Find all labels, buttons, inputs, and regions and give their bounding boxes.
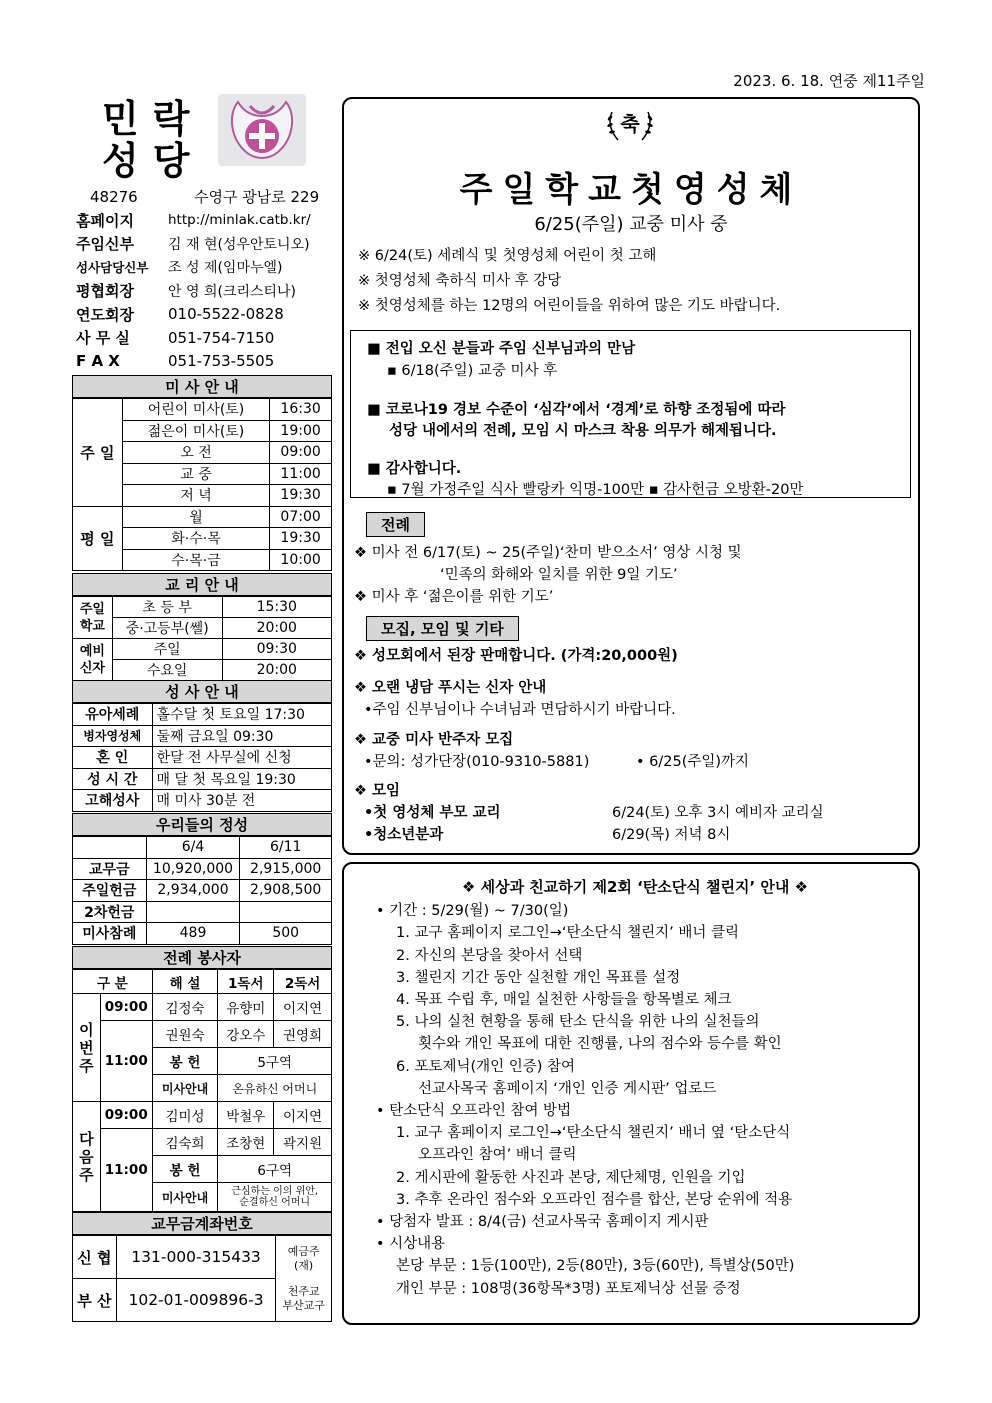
accounts-table — [72, 1235, 332, 1322]
parish-info — [76, 185, 332, 373]
mass-name: 저 녁 — [122, 485, 269, 507]
office-label: 사 무 실 — [76, 329, 130, 348]
gathering-item: ❖ 모임 — [354, 783, 401, 799]
meeting-time: 6/29(목) 저녁 8시 — [612, 827, 731, 843]
gathering-item: ❖ 교중 미사 반주자 모집 — [354, 732, 514, 748]
mass-time: 10:00 — [270, 549, 332, 571]
offering-name: 교무금 — [73, 858, 147, 880]
class-time: 15:30 — [222, 597, 331, 618]
server-name: 강오수 — [218, 1021, 274, 1048]
servers-table — [72, 969, 332, 1212]
offering-value: 489 — [146, 923, 240, 945]
yeondo-row — [76, 303, 332, 327]
server-name: 유향미 — [218, 994, 274, 1021]
announcement-item-cont: 성당 내에서의 전례, 모임 시 마스크 착용 의무가 해제됩니다. — [389, 423, 777, 439]
issue-date: 2023. 6. 18. 연중 제11주일 — [733, 72, 925, 90]
offering-value — [240, 901, 332, 923]
liturgy-item-cont: ‘민족의 화해와 일치를 위한 9일 기도’ — [440, 567, 678, 583]
challenge-line: 개인 부문 : 108명(36항목*3명) 포토제닉상 선물 증정 — [396, 1280, 741, 1297]
assistant-row — [76, 256, 332, 280]
mass-name: 월 — [122, 506, 269, 528]
mass-table — [72, 398, 332, 571]
class-name: 수요일 — [112, 660, 222, 681]
offertory-group: 6구역 — [218, 1156, 332, 1183]
servers-col-header: 1독서 — [218, 970, 274, 994]
council-name: 안 영 희(크리스티나) — [168, 283, 297, 300]
next-week-label: 다 음 주 — [73, 1102, 101, 1212]
class-name: 주일 — [112, 639, 222, 660]
challenge-line: 1. 교구 홈페이지 로그인→‘탄소단식 챌린지’ 배너 클릭 — [396, 925, 739, 942]
announcement-subitem: ▪ 7월 가정주일 식사 빨랑카 익명-100만 ▪ 감사헌금 오방환-20만 — [387, 482, 804, 498]
accounts-heading: 교무금계좌번호 — [72, 1212, 332, 1235]
pastor-label: 주임신부 — [76, 235, 134, 254]
bank-name: 부 산 — [73, 1279, 117, 1322]
council-label: 평협회장 — [76, 282, 134, 301]
mass-name: 젊은이 미사(토) — [122, 420, 269, 442]
sacrament-detail: 매 미사 30분 전 — [152, 790, 331, 812]
service-time: 09:00 — [100, 1102, 152, 1129]
meeting-name: •청소년분과 — [364, 827, 444, 843]
offering-value: 2,934,000 — [146, 880, 240, 902]
mass-time: 11:00 — [270, 463, 332, 485]
server-name: 김미성 — [152, 1102, 218, 1129]
account-number: 102-01-009896-3 — [116, 1279, 275, 1322]
challenge-section — [360, 876, 910, 1300]
account-holder-line: 천주교 — [287, 1284, 320, 1298]
mass-time: 19:30 — [270, 485, 332, 507]
meeting-name: •첫 영성체 부모 교리 — [364, 805, 501, 821]
challenge-line: 본당 부문 : 1등(100만), 2등(80만), 3등(60만), 특별상(50만) — [396, 1258, 795, 1275]
liturgy-tag: 전례 — [366, 512, 425, 537]
challenge-line: 3. 추후 온라인 점수와 오프라인 점수를 합산, 본당 순위에 적용 — [396, 1191, 793, 1208]
challenge-line: • 당첨자 발표 : 8/4(금) 선교사목국 홈페이지 게시판 — [376, 1214, 709, 1231]
usher-group: 온유하신 어머니 — [218, 1075, 332, 1102]
sacrament-name: 혼 인 — [73, 747, 153, 769]
gathering-detail: •주임 신부님이나 수녀님과 면담하시기 바랍니다. — [364, 702, 676, 718]
gathering-detail: •문의: 성가단장(010-9310-5881) — [364, 754, 590, 770]
challenge-line: 2. 게시판에 활동한 사진과 본당, 제단체명, 인원을 기입 — [396, 1169, 746, 1186]
sacrament-name: 성 시 간 — [73, 768, 153, 790]
parish-name-line2: 성당 — [102, 138, 204, 183]
announcement-item: ■ 전입 오신 분들과 주임 신부님과의 만남 — [367, 341, 636, 357]
mass-name: 교 중 — [122, 463, 269, 485]
address-row — [76, 185, 332, 209]
offering-value — [146, 901, 240, 923]
server-name: 김정숙 — [152, 994, 218, 1021]
mass-name: 수·목·금 — [122, 549, 269, 571]
challenge-line: 5. 나의 실천 현황을 통해 탄소 단식을 위한 나의 실천들의 — [396, 1014, 760, 1031]
mass-time: 19:00 — [270, 420, 332, 442]
announcement-subitem: ▪ 6/18(주일) 교중 미사 후 — [387, 363, 558, 379]
account-holder-line: (재) — [294, 1258, 314, 1272]
note-item: ※ 6/24(토) 세례식 및 첫영성체 어린이 첫 고해 — [358, 248, 657, 264]
challenge-line: 1. 교구 홈페이지 로그인→‘탄소단식 챌린지’ 배너 옆 ‘탄소단식 — [396, 1125, 791, 1142]
challenge-line: • 시상내용 — [376, 1236, 446, 1253]
mass-time: 19:30 — [270, 528, 332, 550]
school-label: 주일 학교 — [73, 597, 113, 639]
server-name: 김숙희 — [152, 1129, 218, 1156]
sacrament-name: 병자영성체 — [73, 725, 153, 747]
challenge-line: 2. 자신의 본당을 찾아서 선택 — [396, 947, 583, 964]
server-name: 권영희 — [274, 1021, 332, 1048]
catechism-table — [72, 596, 332, 681]
mass-name: 화·수·목 — [122, 528, 269, 550]
office-phone: 051-754-7150 — [168, 328, 275, 347]
mass-time: 09:00 — [270, 442, 332, 464]
fax-label: F A X — [76, 352, 120, 371]
offering-value: 2,915,000 — [240, 858, 332, 880]
challenge-line: 선교사목국 홈페이지 ‘개인 인증 게시판’ 업로드 — [418, 1080, 717, 1097]
main-title: 주일학교첫영성체 — [459, 170, 803, 210]
usher-group-line2: 순결하신 어머니 — [239, 1197, 311, 1208]
homepage-link[interactable]: http://minlak.catb.kr/ — [168, 212, 311, 229]
offering-name: 주일헌금 — [73, 880, 147, 902]
fax-number: 051-753-5505 — [168, 352, 275, 371]
offering-col-header: 6/11 — [240, 837, 332, 859]
address: 수영구 광남로 229 — [194, 188, 320, 207]
mass-name: 어린이 미사(토) — [122, 399, 269, 421]
parish-name-line1: 민락 — [102, 96, 204, 141]
council-row — [76, 279, 332, 303]
offering-value: 10,920,000 — [146, 858, 240, 880]
servers-col-header: 2독서 — [274, 970, 332, 994]
homepage-row — [76, 209, 332, 233]
challenge-line: 6. 포토제닉(개인 인증) 참여 — [396, 1058, 576, 1075]
usher-group-line1: 근심하는 이의 위안, — [231, 1186, 319, 1197]
offering-value: 500 — [240, 923, 332, 945]
offering-col-header: 6/4 — [146, 837, 240, 859]
offering-name: 미사참례 — [73, 923, 147, 945]
challenge-line: 오프라인 참여’ 배너 클릭 — [418, 1147, 577, 1164]
liturgy-item: ❖ 미사 전 6/17(토) ~ 25(주일)‘찬미 받으소서’ 영상 시청 및 — [354, 545, 742, 561]
class-time: 09:30 — [222, 639, 331, 660]
liturgy-item: ❖ 미사 후 ‘젊은이를 위한 기도’ — [354, 589, 554, 605]
challenge-title: ❖ 세상과 친교하기 제2회 ‘탄소단식 챌린지’ 안내 ❖ — [461, 878, 809, 896]
offertory-group: 5구역 — [218, 1048, 332, 1075]
servers-col-header: 해 설 — [152, 970, 218, 994]
meeting-time: 6/24(토) 오후 3시 예비자 교리실 — [612, 805, 824, 821]
challenge-line: • 기간 : 5/29(월) ~ 7/30(일) — [376, 903, 569, 920]
weekday-label: 평 일 — [73, 506, 123, 571]
offerings-table — [72, 836, 332, 945]
assistant-name: 조 성 제(임마누엘) — [168, 260, 283, 277]
sacrament-detail: 한달 전 사무실에 신청 — [152, 747, 331, 769]
challenge-line: 횟수와 개인 목표에 대한 진행률, 나의 점수와 등수를 확인 — [418, 1036, 782, 1053]
announcement-item: ■ 감사합니다. — [367, 461, 462, 477]
postal-code: 48276 — [90, 187, 138, 206]
yeondo-label: 연도회장 — [76, 305, 134, 324]
server-name: 박철우 — [218, 1102, 274, 1129]
offering-name: 2차헌금 — [73, 901, 147, 923]
pastor-row — [76, 232, 332, 256]
note-item: ※ 첫영성체 축하식 미사 후 강당 — [358, 273, 562, 289]
server-name: 이지연 — [274, 994, 332, 1021]
liturgy-section — [354, 542, 914, 608]
gathering-tag: 모집, 모임 및 기타 — [366, 616, 519, 641]
announcement-box — [350, 330, 911, 498]
gathering-detail: • 6/25(주일)까지 — [636, 754, 750, 770]
parish-emblem-icon — [218, 94, 306, 166]
servers-col-header: 구 분 — [73, 970, 153, 994]
bank-name: 신 협 — [73, 1236, 117, 1279]
usher-label: 미사안내 — [152, 1075, 218, 1102]
challenge-line: 4. 목표 수립 후, 매일 실천한 사항들을 항목별로 체크 — [396, 992, 732, 1009]
class-time: 20:00 — [222, 618, 331, 639]
offertory-label: 봉 헌 — [152, 1048, 218, 1075]
sunday-label: 주 일 — [73, 399, 123, 507]
account-holder-line: 예금주 — [287, 1244, 320, 1258]
gathering-item: ❖ 오랜 냉담 푸시는 신자 안내 — [354, 680, 547, 696]
assistant-label: 성사담당신부 — [76, 260, 149, 276]
class-time: 20:00 — [222, 660, 331, 681]
main-subtitle: 6/25(주일) 교중 미사 중 — [534, 214, 728, 235]
mass-time: 16:30 — [270, 399, 332, 421]
catechism-heading: 교 리 안 내 — [72, 573, 332, 596]
challenge-line: • 탄소단식 오프라인 참여 방법 — [376, 1103, 572, 1120]
mass-heading: 미 사 안 내 — [72, 375, 332, 398]
offering-value: 2,908,500 — [240, 880, 332, 902]
sacrament-name: 고해성사 — [73, 790, 153, 812]
pastor-name: 김 재 현(성우안토니오) — [168, 236, 310, 253]
note-item: ※ 첫영성체를 하는 12명의 어린이들을 위하여 많은 기도 바랍니다. — [358, 298, 781, 314]
offertory-label: 봉 헌 — [152, 1156, 218, 1183]
class-name: 중·고등부(쎌) — [112, 618, 222, 639]
account-number: 131-000-315433 — [116, 1236, 275, 1279]
office-row — [76, 326, 332, 350]
offerings-heading: 우리들의 정성 — [72, 813, 332, 836]
fax-row — [76, 350, 332, 374]
service-time: 11:00 — [100, 1021, 152, 1102]
homepage-label: 홈페이지 — [76, 211, 134, 230]
sacrament-detail: 둘째 금요일 09:30 — [152, 725, 331, 747]
sacrament-detail: 매 달 첫 목요일 19:30 — [152, 768, 331, 790]
server-name: 이지연 — [274, 1102, 332, 1129]
usher-label: 미사안내 — [152, 1183, 218, 1212]
mass-time: 07:00 — [270, 506, 332, 528]
account-holder — [276, 1236, 332, 1322]
server-name: 곽지원 — [274, 1129, 332, 1156]
main-notes — [358, 244, 918, 319]
account-holder-line: 부산교구 — [282, 1298, 325, 1312]
announcement-item: ■ 코로나19 경보 수준이 ‘심각’에서 ‘경계’로 하향 조정됨에 따라 — [367, 402, 786, 418]
mass-name: 오 전 — [122, 442, 269, 464]
sacraments-table — [72, 703, 332, 812]
service-time: 09:00 — [100, 994, 152, 1021]
challenge-line: 3. 챌린지 기간 동안 실천할 개인 목표를 설정 — [396, 969, 681, 986]
yeondo-phone: 010-5522-0828 — [168, 305, 284, 324]
class-name: 초 등 부 — [112, 597, 222, 618]
servers-heading: 전례 봉사자 — [72, 946, 332, 969]
celebration-badge — [600, 104, 660, 146]
gathering-item: ❖ 성모회에서 된장 판매합니다. (가격:20,000원) — [354, 648, 678, 664]
server-name: 조창현 — [218, 1129, 274, 1156]
this-week-label: 이 번 주 — [73, 994, 101, 1102]
badge-text: 축 — [620, 112, 640, 136]
server-name: 권원숙 — [152, 1021, 218, 1048]
sacrament-name: 유아세례 — [73, 704, 153, 726]
sacrament-detail: 홀수달 첫 토요일 17:30 — [152, 704, 331, 726]
sacraments-heading: 성 사 안 내 — [72, 680, 332, 703]
service-time: 11:00 — [100, 1129, 152, 1212]
catechumen-label: 예비 신자 — [73, 639, 113, 681]
